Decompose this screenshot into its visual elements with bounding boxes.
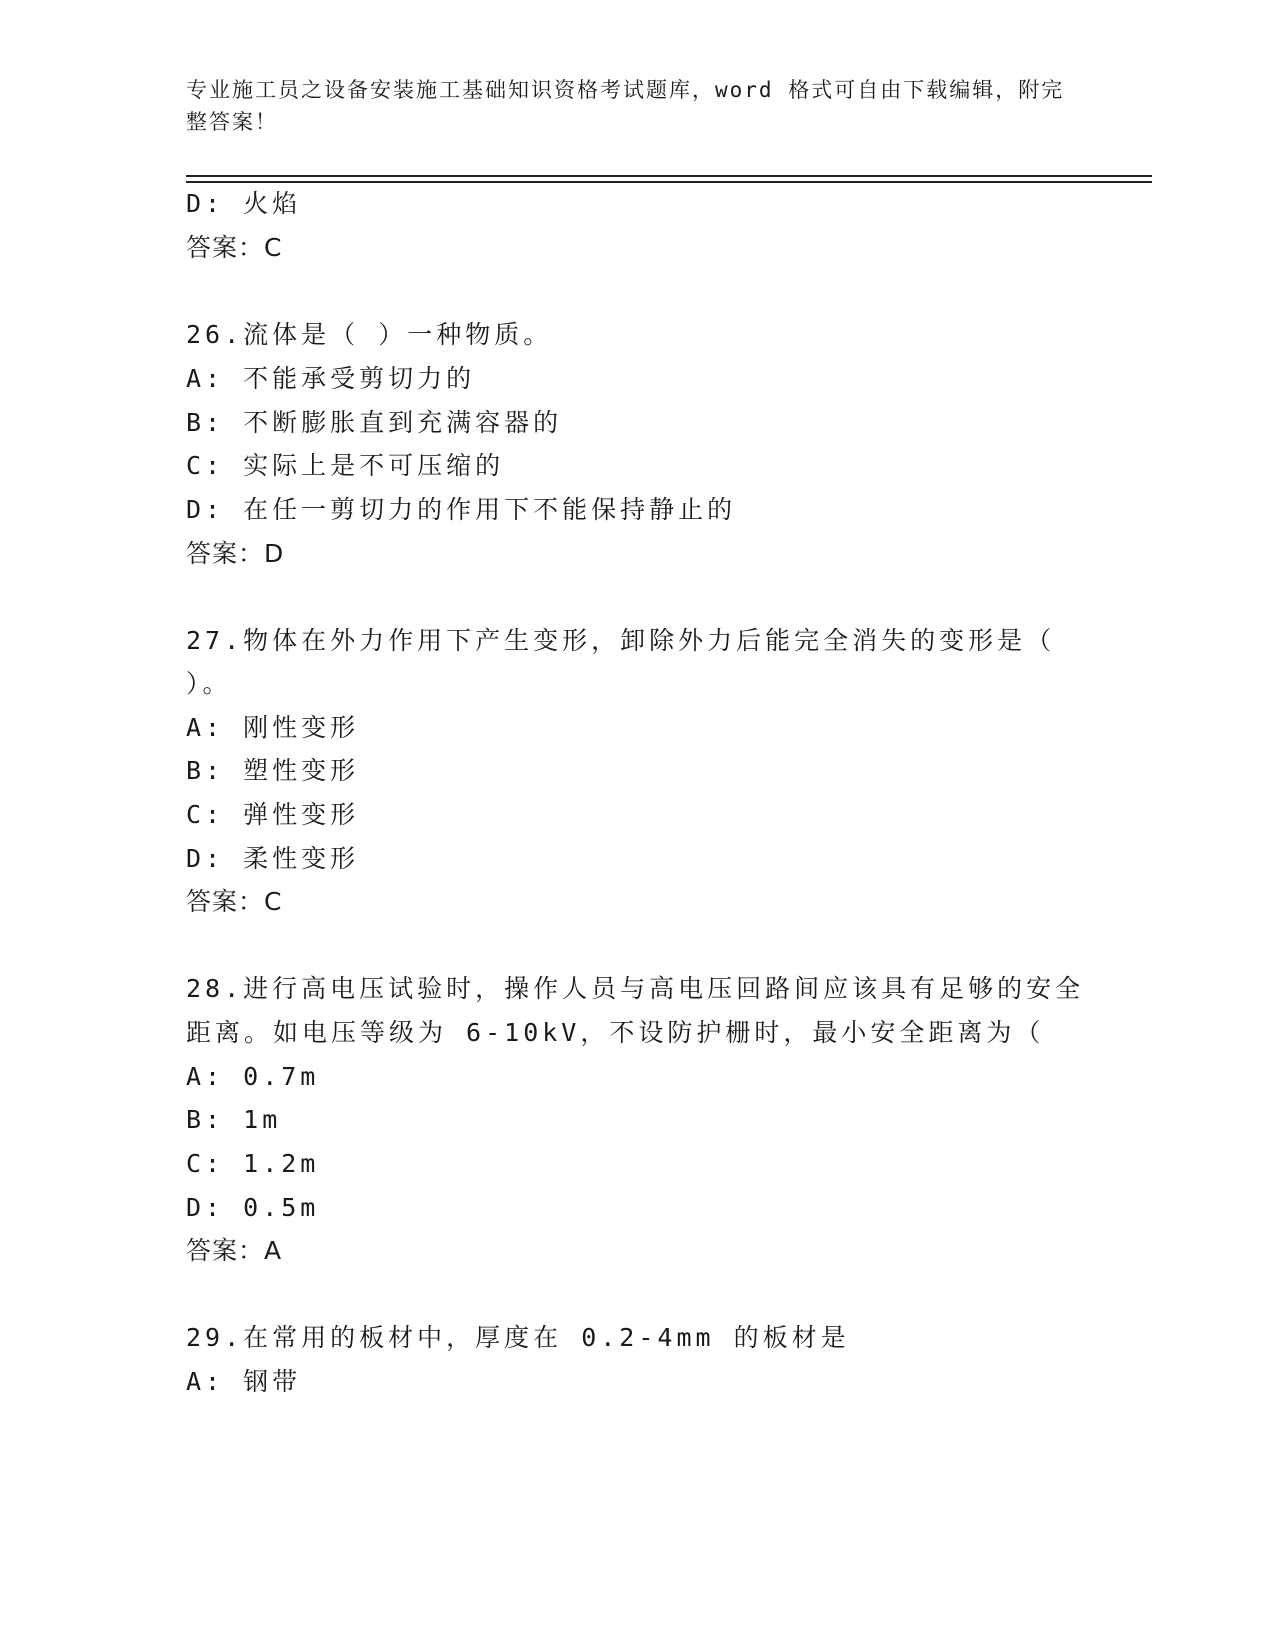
- document-header: 专业施工员之设备安装施工基础知识资格考试题库，word 格式可自由下载编辑，附完整答案！: [186, 78, 1065, 134]
- question-26: 26.流体是（ ）一种物质。: [186, 320, 553, 349]
- option-d: D: 柔性变形: [186, 844, 360, 873]
- header-divider-bottom: [186, 181, 1152, 183]
- option-a: A: 钢带: [186, 1367, 302, 1396]
- option-a: A: 0.7m: [186, 1062, 320, 1091]
- answer: 答案：A: [186, 1236, 283, 1265]
- header-divider-top: [186, 175, 1152, 177]
- option-a: A: 刚性变形: [186, 713, 360, 742]
- answer: 答案：C: [186, 887, 283, 916]
- option-d: D: 火焰: [186, 189, 302, 218]
- question-28-continued: 距离。如电压等级为 6-10kV，不设防护栅时，最小安全距离为（: [186, 1018, 1045, 1047]
- option-b: B: 1m: [186, 1105, 282, 1134]
- option-a: A: 不能承受剪切力的: [186, 364, 476, 393]
- answer: 答案：C: [186, 233, 283, 262]
- question-27: 27.物体在外力作用下产生变形，卸除外力后能完全消失的变形是（: [186, 626, 1056, 655]
- question-27-continued: ）。: [186, 669, 232, 698]
- option-b: B: 不断膨胀直到充满容器的: [186, 408, 563, 437]
- option-d: D: 0.5m: [186, 1193, 320, 1222]
- option-c: C: 1.2m: [186, 1149, 320, 1178]
- option-c: C: 弹性变形: [186, 800, 360, 829]
- question-28: 28.进行高电压试验时，操作人员与高电压回路间应该具有足够的安全: [186, 974, 1085, 1003]
- option-c: C: 实际上是不可压缩的: [186, 451, 505, 480]
- option-d: D: 在任一剪切力的作用下不能保持静止的: [186, 495, 737, 524]
- option-b: B: 塑性变形: [186, 756, 360, 785]
- question-29: 29.在常用的板材中，厚度在 0.2-4mm 的板材是: [186, 1323, 850, 1352]
- answer: 答案：D: [186, 539, 285, 568]
